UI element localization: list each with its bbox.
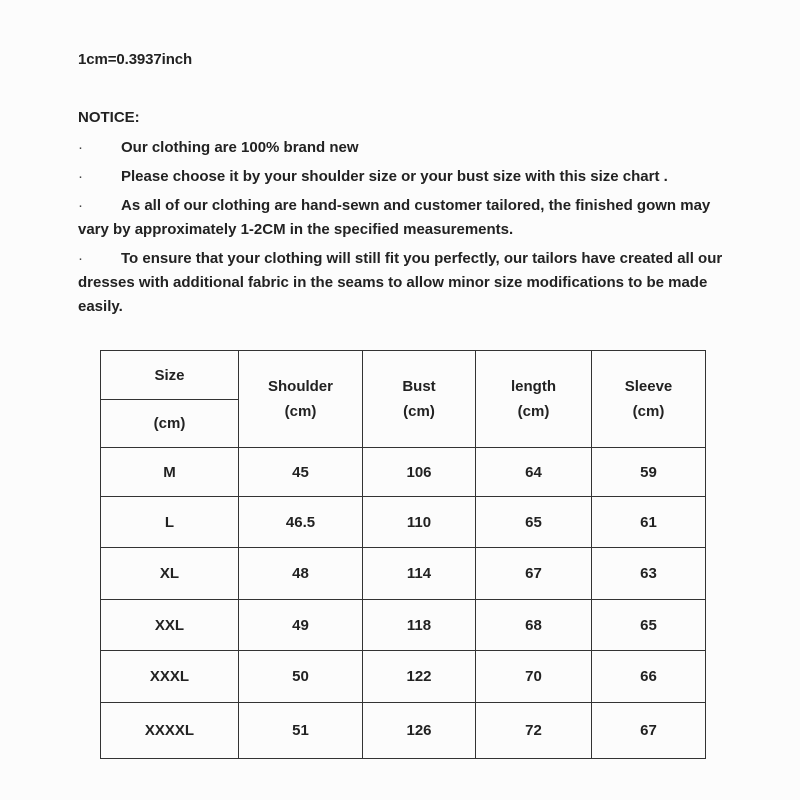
column-header-label: length	[511, 378, 556, 395]
shoulder-cell: 51	[239, 703, 363, 759]
shoulder-cell: 45	[239, 448, 363, 497]
shoulder-cell: 48	[239, 548, 363, 600]
notice-item	[78, 194, 728, 242]
table-row	[101, 448, 706, 497]
bust-cell: 114	[363, 548, 476, 600]
bust-cell: 118	[363, 600, 476, 651]
notice-list	[78, 136, 728, 324]
column-header-unit: (cm)	[517, 403, 550, 420]
length-cell: 68	[476, 600, 592, 651]
size-chart-table	[100, 350, 706, 759]
column-header-bust	[363, 351, 476, 448]
sleeve-cell: 63	[592, 548, 706, 600]
bust-cell: 110	[363, 497, 476, 548]
table-row	[101, 703, 706, 759]
bullet-icon: ·	[78, 197, 83, 214]
sleeve-cell: 61	[592, 497, 706, 548]
notice-title: NOTICE:	[78, 109, 140, 126]
shoulder-cell: 46.5	[239, 497, 363, 548]
column-header-sleeve	[592, 351, 706, 448]
sleeve-cell: 67	[592, 703, 706, 759]
table-row	[101, 651, 706, 703]
size-cell: L	[101, 497, 239, 548]
unit-conversion: 1cm=0.3937inch	[78, 51, 193, 68]
column-header-label: Sleeve	[624, 378, 673, 395]
notice-text: As all of our clothing are hand-sewn and customer tailored, the finished gown may vary by approximately 1-2CM in the specified measurements.	[78, 197, 711, 238]
bust-cell: 122	[363, 651, 476, 703]
column-header-unit: (cm)	[632, 403, 665, 420]
table-row	[101, 497, 706, 548]
table-row	[101, 600, 706, 651]
size-cell: XXL	[101, 600, 239, 651]
shoulder-cell: 50	[239, 651, 363, 703]
bust-cell: 126	[363, 703, 476, 759]
column-header-unit: (cm)	[284, 403, 317, 420]
column-header-unit: (cm)	[403, 403, 435, 420]
size-cell: M	[101, 448, 239, 497]
sleeve-cell: 66	[592, 651, 706, 703]
length-cell: 67	[476, 548, 592, 600]
notice-item	[78, 136, 728, 160]
bullet-icon: ·	[78, 168, 83, 185]
notice-text: Our clothing are 100% brand new	[121, 139, 359, 156]
notice-text: Please choose it by your shoulder size or your bust size with this size chart .	[121, 168, 668, 185]
sleeve-cell: 59	[592, 448, 706, 497]
column-header-shoulder	[239, 351, 363, 448]
length-cell: 65	[476, 497, 592, 548]
length-cell: 70	[476, 651, 592, 703]
notice-item	[78, 165, 728, 189]
length-cell: 72	[476, 703, 592, 759]
column-header-label: Shoulder	[267, 378, 333, 395]
shoulder-cell: 49	[239, 600, 363, 651]
bullet-icon: ·	[78, 250, 83, 267]
table-header-row	[101, 351, 706, 400]
sleeve-cell: 65	[592, 600, 706, 651]
length-cell: 64	[476, 448, 592, 497]
column-header-length	[476, 351, 592, 448]
notice-text: To ensure that your clothing will still fit you perfectly, our tailors have created all our dresses with additional fabric in the seams to allow minor size modifications to be made easily.	[78, 250, 723, 315]
size-cell: XL	[101, 548, 239, 600]
notice-item	[78, 247, 728, 319]
size-cell: XXXL	[101, 651, 239, 703]
bullet-icon: ·	[78, 139, 83, 156]
bust-cell: 106	[363, 448, 476, 497]
table-row	[101, 548, 706, 600]
size-cell: XXXXL	[101, 703, 239, 759]
column-header-label: Bust	[402, 378, 436, 395]
size-unit-header: (cm)	[101, 400, 239, 448]
size-header: Size	[101, 351, 239, 400]
